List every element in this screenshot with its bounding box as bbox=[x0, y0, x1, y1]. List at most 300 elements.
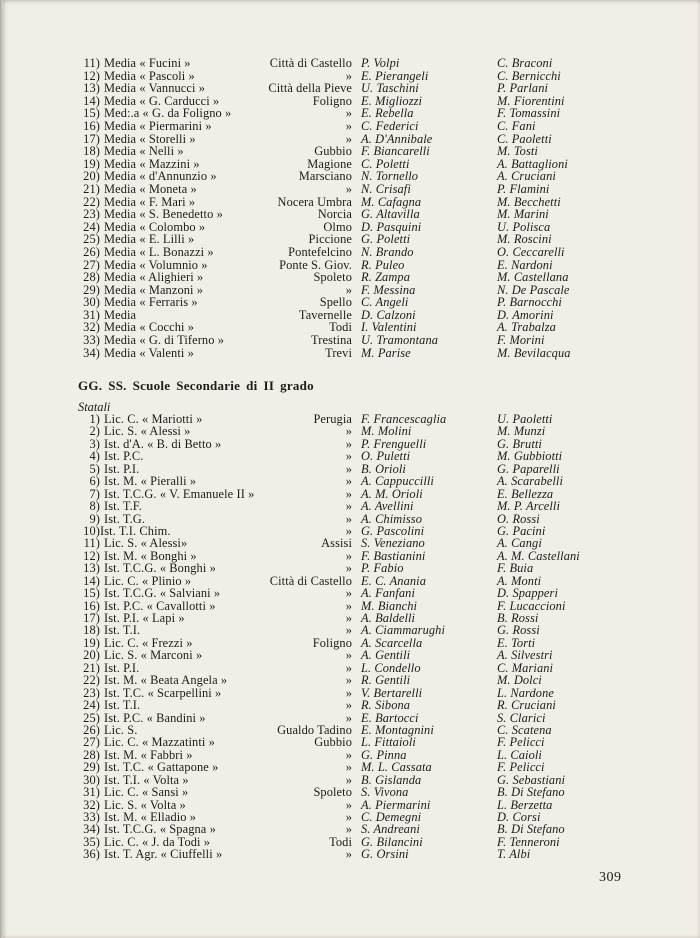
person-name-2: O. Ceccarelli bbox=[497, 244, 565, 259]
school-name: Lic. C. « Sansi » bbox=[104, 785, 189, 800]
table-row bbox=[70, 562, 636, 574]
person-name-1: F. Messina bbox=[361, 282, 416, 297]
row-number: 17) bbox=[83, 131, 100, 146]
school-city-cell bbox=[100, 145, 352, 158]
city-name: » bbox=[345, 68, 352, 83]
row-number: 21) bbox=[83, 660, 100, 675]
school-city-cell bbox=[100, 699, 352, 711]
city-name: » bbox=[345, 760, 352, 775]
city-name: Piccione bbox=[308, 232, 352, 247]
person-name-1: S. Vivona bbox=[361, 785, 409, 800]
person-name-2: M. Munzi bbox=[497, 424, 546, 439]
row-number: 30) bbox=[83, 772, 100, 787]
school-name: Media « d'Annunzio » bbox=[104, 169, 217, 184]
school-name: Ist. M. « Fabbri » bbox=[104, 747, 193, 762]
person-name-2: A. Trabalza bbox=[497, 320, 556, 335]
row-number: 12) bbox=[83, 548, 100, 563]
person-name-2: B. Di Stefano bbox=[497, 785, 565, 800]
person-name-1: F. Biancarelli bbox=[361, 144, 430, 159]
person-name-1: A. Baldelli bbox=[361, 611, 416, 625]
person-name-1: C. Poletti bbox=[361, 156, 410, 171]
row-number: 34) bbox=[83, 822, 100, 837]
row-number: 20) bbox=[83, 648, 100, 663]
person-name-2: M. Tosti bbox=[497, 144, 538, 159]
school-city-cell bbox=[100, 57, 352, 70]
person-name-2: G. Pacini bbox=[497, 523, 546, 538]
person-name-1: A. Chimisso bbox=[361, 511, 422, 526]
city-name: » bbox=[345, 822, 352, 837]
school-name: Media « Manzoni » bbox=[104, 282, 204, 297]
person-name-2: A. Monti bbox=[497, 573, 542, 588]
person-name-2: M. Bevilacqua bbox=[497, 345, 571, 360]
school-city-cell bbox=[100, 537, 352, 549]
row-number: 30) bbox=[83, 295, 100, 310]
row-number: 20) bbox=[83, 169, 100, 184]
person-name-1: B. Gislanda bbox=[361, 772, 422, 787]
city-name: Olmo bbox=[323, 219, 352, 234]
person-name-1: V. Bertarelli bbox=[361, 685, 423, 700]
person-name-1: N. Crisafi bbox=[361, 181, 411, 196]
person-name-1: N. Brando bbox=[361, 244, 414, 259]
school-city-cell bbox=[100, 246, 352, 259]
person-name-1: G. Altavilla bbox=[361, 207, 420, 222]
school-name: Ist. T.C.G. « Salviani » bbox=[104, 586, 221, 601]
city-name: Spello bbox=[319, 295, 352, 310]
school-city-cell bbox=[100, 296, 352, 309]
school-city-cell bbox=[100, 587, 352, 599]
person-name-2: F. Pelicci bbox=[497, 760, 545, 775]
person-name-1: N. Tornello bbox=[361, 169, 419, 184]
school-city-cell bbox=[100, 761, 352, 773]
school-name: Lic. C. « Mariotti » bbox=[104, 412, 203, 426]
table-row bbox=[70, 761, 636, 773]
person-name-1: E. Montagnini bbox=[361, 722, 434, 737]
city-name: » bbox=[345, 847, 352, 862]
row-number: 10) bbox=[83, 523, 100, 538]
person-name-1: R. Gentili bbox=[361, 673, 411, 688]
school-name: Ist. T.F. bbox=[104, 499, 143, 514]
row-number: 11) bbox=[83, 536, 100, 551]
city-name: Città di Castello bbox=[269, 56, 352, 70]
school-name: Ist. P.I. bbox=[104, 461, 140, 476]
table-row bbox=[70, 246, 636, 259]
row-number: 33) bbox=[83, 333, 100, 348]
school-name: Media « Valenti » bbox=[104, 345, 194, 360]
table-row bbox=[70, 500, 636, 512]
school-name: Lic. S. bbox=[104, 722, 138, 737]
school-name: Media « Ferraris » bbox=[104, 295, 198, 310]
city-name: » bbox=[345, 561, 352, 576]
city-name: » bbox=[345, 486, 352, 501]
school-name: Lic. C. « Frezzi » bbox=[104, 635, 193, 650]
person-name-1: C. Demegni bbox=[361, 810, 422, 824]
school-name: Ist. M. « Pieralli » bbox=[104, 474, 197, 489]
city-name: Trestina bbox=[311, 333, 352, 348]
row-number: 7) bbox=[89, 486, 100, 501]
row-number: 29) bbox=[83, 282, 100, 297]
person-name-2: N. De Pascale bbox=[497, 282, 570, 297]
table-row bbox=[70, 120, 636, 133]
person-name-2: E. Nardoni bbox=[497, 257, 553, 272]
person-name-2: L. Caioli bbox=[497, 747, 542, 762]
person-name-1: E. Migliozzi bbox=[361, 93, 423, 108]
person-name-1: A. Avellini bbox=[361, 499, 414, 514]
city-name: Gualdo Tadino bbox=[277, 722, 352, 737]
school-name: Ist. T.C.G. « Spagna » bbox=[104, 822, 216, 837]
school-name: Media « Piermarini » bbox=[104, 118, 212, 133]
person-name-1: M. Bianchi bbox=[361, 598, 418, 613]
table-row bbox=[70, 699, 636, 711]
school-city-cell bbox=[100, 120, 352, 133]
person-name-2: G. Brutti bbox=[497, 436, 542, 451]
school-city-cell bbox=[100, 475, 352, 487]
person-name-1: C. Angeli bbox=[361, 295, 409, 310]
school-name: Media « G. di Tiferno » bbox=[104, 333, 225, 348]
row-number: 24) bbox=[83, 219, 100, 234]
table-row bbox=[70, 786, 636, 798]
city-name: Foligno bbox=[312, 93, 352, 108]
person-name-2: F. Tomassini bbox=[497, 106, 561, 121]
row-number: 31) bbox=[83, 785, 100, 800]
person-name-1: D. Calzoni bbox=[361, 307, 416, 322]
person-name-1: G. Orsini bbox=[361, 847, 409, 862]
table-row bbox=[70, 183, 636, 196]
school-name: Media « Alighieri » bbox=[104, 270, 204, 285]
city-name: Magione bbox=[307, 156, 352, 171]
person-name-2: F. Lucaccioni bbox=[497, 598, 566, 613]
school-name: Med:.a « G. da Foligno » bbox=[104, 106, 232, 121]
person-name-2: B. Di Stefano bbox=[497, 822, 565, 837]
row-number: 23) bbox=[83, 207, 100, 222]
school-city-cell bbox=[100, 183, 352, 196]
person-name-2: T. Albi bbox=[497, 847, 531, 862]
row-number: 11) bbox=[83, 56, 100, 70]
city-name: » bbox=[345, 673, 352, 688]
city-name: » bbox=[345, 424, 352, 439]
school-name: Ist. T.C.G. « V. Emanuele II » bbox=[104, 486, 255, 501]
school-name: Media « Fucini » bbox=[104, 56, 191, 70]
secondary-schools-list bbox=[70, 413, 636, 861]
school-name: Lic. S. « Volta » bbox=[104, 797, 186, 812]
person-name-2: M. P. Arcelli bbox=[497, 499, 561, 514]
school-name: Media « F. Mari » bbox=[104, 194, 196, 209]
city-name: » bbox=[345, 131, 352, 146]
person-name-1: G. Poletti bbox=[361, 232, 411, 247]
row-number: 4) bbox=[89, 449, 100, 464]
person-name-1: F. Francescaglia bbox=[361, 412, 447, 426]
city-name: » bbox=[345, 747, 352, 762]
school-city-cell bbox=[100, 271, 352, 284]
table-row bbox=[70, 82, 636, 95]
row-number: 13) bbox=[83, 81, 100, 96]
table-row bbox=[70, 57, 636, 70]
person-name-2: M. Dolci bbox=[497, 673, 542, 688]
person-name-2: C. Mariani bbox=[497, 660, 554, 675]
school-city-cell bbox=[100, 334, 352, 347]
person-name-1: G. Bilancini bbox=[361, 834, 423, 849]
school-name: Ist. T.I. bbox=[104, 623, 141, 638]
school-name: Media « G. Carducci » bbox=[104, 93, 220, 108]
table-row bbox=[70, 475, 636, 487]
school-city-cell bbox=[100, 848, 352, 860]
city-name: » bbox=[345, 698, 352, 713]
person-name-2: E. Bellezza bbox=[497, 486, 554, 501]
person-name-1: M. Molini bbox=[361, 424, 412, 439]
person-name-1: M. L. Cassata bbox=[361, 760, 432, 775]
school-name: Ist. P.I. bbox=[104, 660, 140, 675]
school-name: Media « Vannucci » bbox=[104, 81, 206, 96]
school-name: Ist. T.I. bbox=[104, 698, 141, 713]
city-name: » bbox=[345, 623, 352, 638]
person-name-1: A. Scarcella bbox=[361, 635, 423, 650]
city-name: » bbox=[345, 523, 352, 538]
person-name-1: A. D'Annibale bbox=[361, 131, 433, 146]
school-name: Media « S. Benedetto » bbox=[104, 207, 223, 222]
person-name-2: C. Braconi bbox=[497, 56, 553, 70]
section-title: GG. SS. Scuole Secondarie di II grado bbox=[78, 378, 314, 393]
school-city-cell bbox=[100, 649, 352, 661]
city-name: Città della Pieve bbox=[268, 81, 352, 96]
row-number: 18) bbox=[83, 623, 100, 638]
row-number: 23) bbox=[83, 685, 100, 700]
school-name: Ist. M. « Elladio » bbox=[104, 810, 197, 824]
person-name-1: F. Bastianini bbox=[361, 548, 426, 563]
person-name-1: A. Cappuccilli bbox=[361, 474, 434, 489]
city-name: » bbox=[345, 772, 352, 787]
table-row bbox=[70, 296, 636, 309]
person-name-1: L. Condello bbox=[361, 660, 421, 675]
page-number: 309 bbox=[599, 870, 622, 885]
person-name-1: A. Gentili bbox=[361, 648, 411, 663]
city-name: » bbox=[345, 511, 352, 526]
row-number: 13) bbox=[83, 561, 100, 576]
person-name-2: G. Rossi bbox=[497, 623, 540, 638]
row-number: 28) bbox=[83, 747, 100, 762]
school-name: Lic. C. « Plinio » bbox=[104, 573, 192, 588]
city-name: Ponte S. Giov. bbox=[279, 257, 352, 272]
person-name-1: E. C. Anania bbox=[361, 573, 426, 588]
city-name: » bbox=[345, 436, 352, 451]
table-row bbox=[70, 587, 636, 599]
row-number: 22) bbox=[83, 673, 100, 688]
city-name: » bbox=[345, 474, 352, 489]
person-name-2: L. Nardone bbox=[497, 685, 554, 700]
row-number: 16) bbox=[83, 118, 100, 133]
city-name: Città di Castello bbox=[269, 573, 352, 588]
person-name-1: U. Tramontana bbox=[361, 333, 439, 348]
school-name: Ist. P.C. « Bandini » bbox=[104, 710, 206, 725]
school-city-cell bbox=[100, 208, 352, 221]
city-name: Pontefelcino bbox=[288, 244, 352, 259]
table-row bbox=[70, 848, 636, 860]
person-name-2: D. Corsi bbox=[497, 810, 541, 824]
school-name: Media « L. Bonazzi » bbox=[104, 244, 214, 259]
city-name: Gubbio bbox=[314, 735, 352, 750]
person-name-2: C. Fani bbox=[497, 118, 536, 133]
person-name-2: A. Silvestri bbox=[497, 648, 553, 663]
person-name-2: O. Rossi bbox=[497, 511, 540, 526]
person-name-1: A. Piermarini bbox=[361, 797, 431, 812]
table-row bbox=[70, 334, 636, 347]
city-name: » bbox=[345, 797, 352, 812]
person-name-2: C. Scatena bbox=[497, 722, 552, 737]
row-number: 5) bbox=[89, 461, 100, 476]
person-name-1: A. M. Orioli bbox=[361, 486, 423, 501]
table-row bbox=[70, 425, 636, 437]
row-number: 27) bbox=[83, 735, 100, 750]
person-name-2: M. Marini bbox=[497, 207, 549, 222]
row-number: 27) bbox=[83, 257, 100, 272]
person-name-1: S. Andreani bbox=[361, 822, 420, 837]
school-city-cell bbox=[100, 674, 352, 686]
table-row bbox=[70, 649, 636, 661]
city-name: Perugia bbox=[313, 412, 352, 426]
school-name: Lic. S. « Alessi » bbox=[104, 424, 191, 439]
row-number: 19) bbox=[83, 156, 100, 171]
person-name-2: R. Cruciani bbox=[497, 698, 556, 713]
table-row bbox=[70, 271, 636, 284]
person-name-1: U. Taschini bbox=[361, 81, 419, 96]
person-name-2: F. Tenneroni bbox=[497, 834, 560, 849]
school-name: Ist. P.I. « Lapi » bbox=[104, 611, 185, 625]
school-name: Ist. M. « Bonghi » bbox=[104, 548, 197, 563]
person-name-2: P. Flamini bbox=[497, 181, 550, 196]
person-name-2: D. Spapperi bbox=[497, 586, 558, 601]
school-name: Ist. d'A. « B. di Betto » bbox=[104, 436, 222, 451]
person-name-2: M. Fiorentini bbox=[497, 93, 565, 108]
person-name-2: E. Torti bbox=[497, 635, 536, 650]
person-name-1: E. Pierangeli bbox=[361, 68, 429, 83]
city-name: » bbox=[345, 118, 352, 133]
person-name-1: R. Puleo bbox=[361, 257, 405, 272]
person-name-2: B. Rossi bbox=[497, 611, 539, 625]
person-name-2: F. Buia bbox=[497, 561, 534, 576]
city-name: Spoleto bbox=[313, 270, 352, 285]
person-name-1: E. Bartocci bbox=[361, 710, 419, 725]
person-name-2: C. Bernicchi bbox=[497, 68, 561, 83]
row-number: 15) bbox=[83, 586, 100, 601]
person-name-1: I. Valentini bbox=[361, 320, 417, 335]
table-row bbox=[70, 612, 636, 624]
person-name-2: D. Amorini bbox=[497, 307, 554, 322]
school-name: Ist. T.C. « Scarpellini » bbox=[104, 685, 222, 700]
person-name-1: M. Parise bbox=[361, 345, 411, 360]
row-number: 26) bbox=[83, 722, 100, 737]
person-name-2: U. Paoletti bbox=[497, 412, 553, 426]
school-name: Ist. T.I. Chim. bbox=[100, 523, 171, 538]
person-name-2: S. Clarici bbox=[497, 710, 546, 725]
person-name-1: P. Frenguelli bbox=[361, 436, 427, 451]
city-name: Gubbio bbox=[314, 144, 352, 159]
row-number: 29) bbox=[83, 760, 100, 775]
person-name-2: M. Becchetti bbox=[497, 194, 561, 209]
city-name: Assisi bbox=[321, 536, 352, 551]
city-name: » bbox=[345, 548, 352, 563]
person-name-1: O. Puletti bbox=[361, 449, 411, 464]
person-name-2: F. Morini bbox=[497, 333, 545, 348]
city-name: » bbox=[345, 449, 352, 464]
row-number: 14) bbox=[83, 93, 100, 108]
school-name: Media « E. Lilli » bbox=[104, 232, 195, 247]
city-name: » bbox=[345, 106, 352, 121]
school-city-cell bbox=[100, 500, 352, 512]
row-number: 19) bbox=[83, 635, 100, 650]
person-name-2: A. Cruciani bbox=[497, 169, 556, 184]
row-number: 9) bbox=[89, 511, 100, 526]
row-number: 26) bbox=[83, 244, 100, 259]
table-row bbox=[70, 145, 636, 158]
row-number: 34) bbox=[83, 345, 100, 360]
table-row bbox=[70, 674, 636, 686]
row-number: 24) bbox=[83, 698, 100, 713]
school-name: Media « Moneta » bbox=[104, 181, 197, 196]
row-number: 33) bbox=[83, 810, 100, 824]
row-number: 17) bbox=[83, 611, 100, 625]
table-row bbox=[70, 736, 636, 748]
school-name: Media « Pascoli » bbox=[104, 68, 195, 83]
city-name: » bbox=[345, 611, 352, 625]
school-city-cell bbox=[100, 736, 352, 748]
person-name-1: A. Ciammarughi bbox=[361, 623, 446, 638]
school-name: Media « Storelli » bbox=[104, 131, 196, 146]
person-name-2: M. Roscini bbox=[497, 232, 552, 247]
city-name: Nocera Umbra bbox=[277, 194, 352, 209]
city-name: Marsciano bbox=[298, 169, 352, 184]
city-name: Todi bbox=[329, 834, 352, 849]
row-number: 12) bbox=[83, 68, 100, 83]
row-number: 28) bbox=[83, 270, 100, 285]
person-name-2: M. Gubbiotti bbox=[497, 449, 563, 464]
person-name-2: F. Pelicci bbox=[497, 735, 545, 750]
person-name-1: L. Fittaioli bbox=[361, 735, 416, 750]
row-number: 35) bbox=[83, 834, 100, 849]
city-name: » bbox=[345, 710, 352, 725]
city-name: » bbox=[345, 660, 352, 675]
row-number: 6) bbox=[89, 474, 100, 489]
person-name-1: M. Cafagna bbox=[361, 194, 422, 209]
city-name: Trevi bbox=[325, 345, 352, 360]
row-number: 31) bbox=[83, 307, 100, 322]
person-name-1: B. Orioli bbox=[361, 461, 406, 476]
section-subtitle: Statali bbox=[78, 400, 111, 414]
school-name: Media « Colombo » bbox=[104, 219, 206, 234]
school-name: Ist. P.C. « Cavallotti » bbox=[104, 598, 216, 613]
table-row bbox=[70, 823, 636, 835]
school-name: Ist. T.G. bbox=[104, 511, 146, 526]
city-name: » bbox=[345, 685, 352, 700]
school-city-cell bbox=[100, 786, 352, 798]
row-number: 21) bbox=[83, 181, 100, 196]
person-name-1: R. Sibona bbox=[361, 698, 411, 713]
person-name-1: P. Fabio bbox=[361, 561, 404, 576]
city-name: Tavernelle bbox=[298, 307, 352, 322]
row-number: 8) bbox=[89, 499, 100, 514]
person-name-1: E. Rebella bbox=[361, 106, 414, 121]
city-name: Todi bbox=[329, 320, 352, 335]
school-city-cell bbox=[100, 450, 352, 462]
person-name-2: A. Battaglioni bbox=[497, 156, 568, 171]
city-name: » bbox=[345, 499, 352, 514]
person-name-1: S. Veneziano bbox=[361, 536, 425, 551]
row-number: 3) bbox=[89, 436, 100, 451]
school-name: Ist. T. Agr. « Ciuffelli » bbox=[104, 847, 223, 862]
school-name: Media bbox=[104, 307, 137, 322]
city-name: » bbox=[345, 586, 352, 601]
city-name: » bbox=[345, 461, 352, 476]
school-name: Media « Volumnio » bbox=[104, 257, 208, 272]
person-name-1: R. Zampa bbox=[361, 270, 410, 285]
table-row bbox=[70, 450, 636, 462]
